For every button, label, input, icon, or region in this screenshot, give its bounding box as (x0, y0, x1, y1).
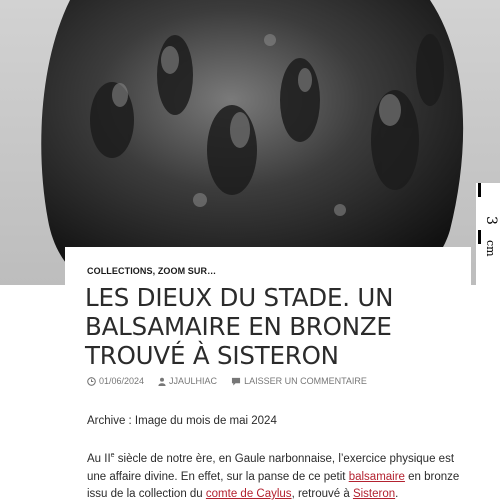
archive-line: Archive : Image du mois de mai 2024 (87, 415, 277, 427)
leave-comment-link[interactable] (231, 376, 367, 386)
link-comte-de-caylus[interactable]: comte de Caylus (205, 488, 292, 500)
link-balsamaire[interactable]: balsamaire (348, 470, 405, 483)
post-categories: COLLECTIONS, ZOOM SUR… (87, 266, 217, 276)
post-article (65, 247, 471, 500)
post-author[interactable] (158, 376, 217, 386)
post-author-text: JJAULHIAC (169, 376, 218, 386)
post-date[interactable] (87, 376, 144, 386)
paragraph-text: en bronze issu de la collection du (87, 470, 460, 500)
post-paragraph (87, 451, 471, 504)
category-link-zoom-sur[interactable]: ZOOM SUR… (157, 266, 217, 276)
user-icon (158, 377, 166, 386)
post-meta (87, 376, 381, 386)
paragraph-text: . (395, 488, 399, 500)
scale-bar-number: 3 (483, 216, 499, 225)
paragraph-text: Au II (87, 453, 111, 465)
link-sisteron[interactable]: Sisteron (352, 488, 396, 500)
paragraph-text: , retrouvé à (291, 488, 353, 500)
paragraph-text: siècle de notre ère, en Gaule narbonnaise, l’exercice physique est une affaire divine. En effet, sur la panse de ce petit (87, 453, 455, 483)
post-date-text: 01/06/2024 (99, 376, 145, 386)
comment-icon (231, 377, 241, 386)
leave-comment-text: LAISSER UN COMMENTAIRE (244, 376, 367, 386)
category-link-collections[interactable]: COLLECTIONS (87, 266, 153, 276)
century-superscript: e (110, 452, 115, 460)
clock-icon (87, 377, 96, 386)
scale-bar (476, 183, 500, 285)
post-title: LES DIEUX DU STADE. UN BALSAMAIRE EN BRONZE TROUVÉ À SISTERON (85, 283, 394, 370)
scale-bar-unit: cm (484, 240, 497, 257)
